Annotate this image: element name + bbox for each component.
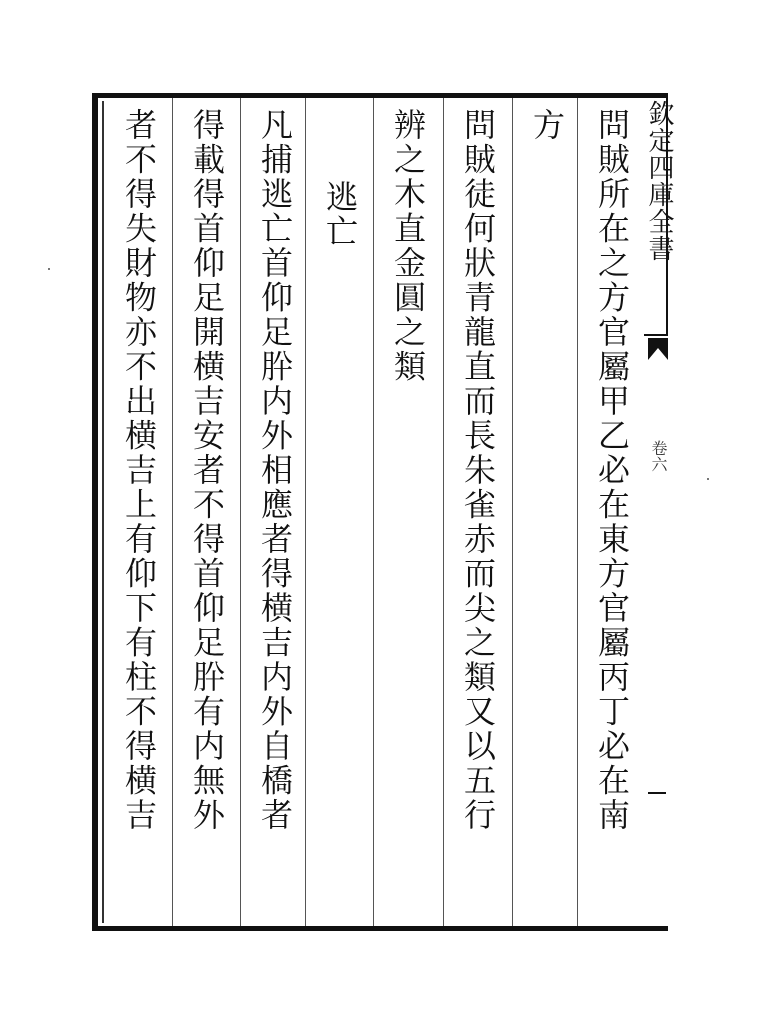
scan-mark xyxy=(48,268,50,270)
column-rule xyxy=(373,98,374,926)
book-title: 欽定四庫全書 xyxy=(644,100,674,262)
page-number-mark xyxy=(648,792,666,794)
text-column-8: 者不得失財物亦不出横吉上有仰下有柱不得横吉 xyxy=(120,108,158,833)
fishtail-mark-icon xyxy=(648,338,668,360)
text-column-2: 方 xyxy=(528,108,566,143)
column-rule xyxy=(172,98,173,926)
page-frame xyxy=(92,93,668,931)
text-column-1: 問賊所在之方官屬甲乙必在東方官屬丙丁必在南 xyxy=(593,108,631,833)
column-rule xyxy=(577,98,578,926)
section-heading: 逃亡 xyxy=(321,180,359,249)
juan-label: 卷六 xyxy=(649,440,668,472)
column-rule xyxy=(512,98,513,926)
text-column-3: 問賊徒何狀青龍直而長朱雀赤而尖之類又以五行 xyxy=(459,108,497,833)
column-rule xyxy=(305,98,306,926)
column-rule xyxy=(240,98,241,926)
text-column-6: 凡捕逃亡首仰足肸内外相應者得横吉内外自橋者 xyxy=(256,108,294,833)
text-column-4: 辨之木直金圓之類 xyxy=(389,108,427,384)
frame-inner-rule xyxy=(102,101,104,923)
scan-mark xyxy=(707,478,709,480)
text-column-7: 得載得首仰足開横吉安者不得首仰足肸有内無外 xyxy=(188,108,226,833)
column-rule xyxy=(443,98,444,926)
